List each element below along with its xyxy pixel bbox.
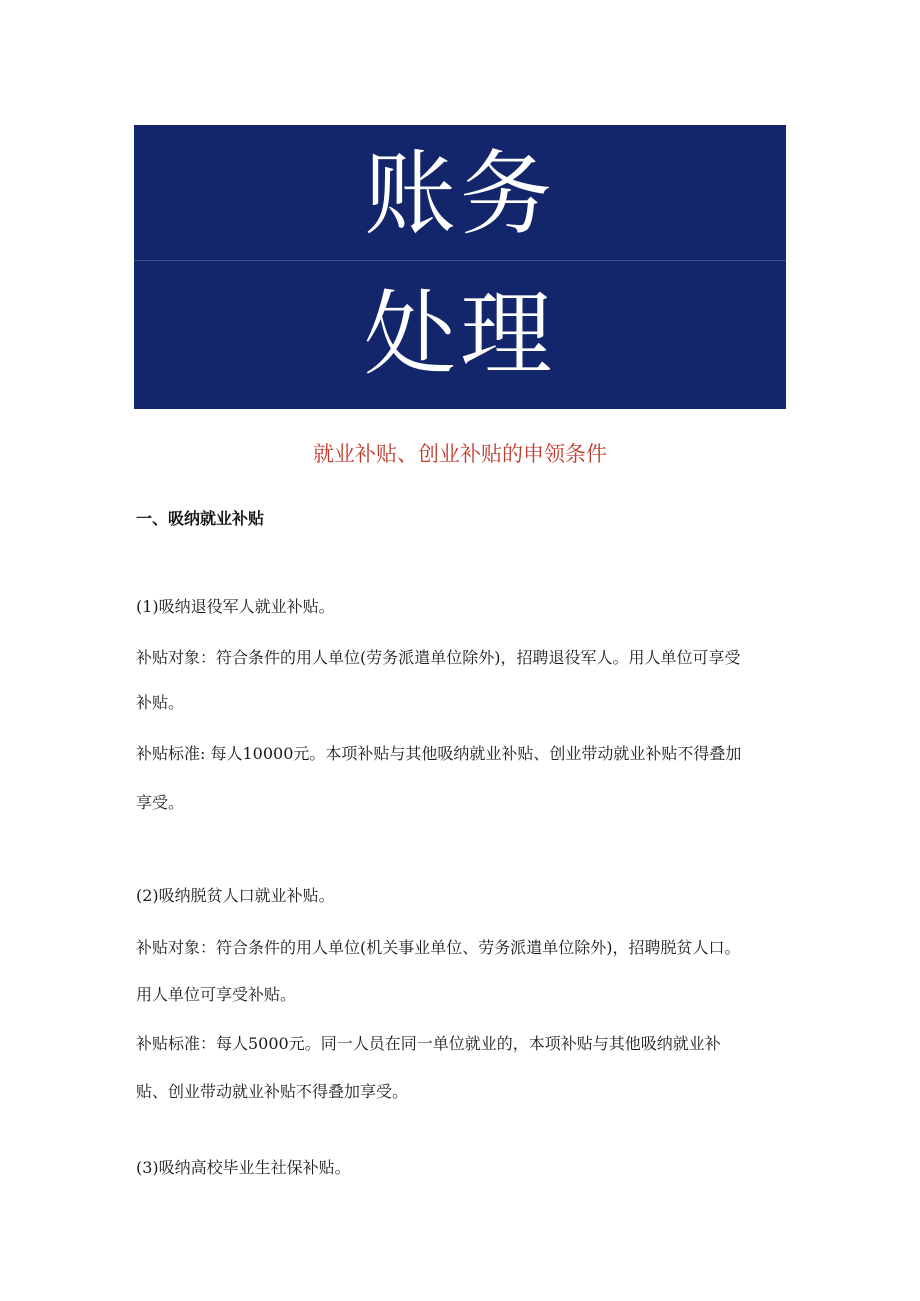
paragraph-line: 享受。 — [136, 793, 185, 812]
banner-divider — [134, 260, 786, 261]
paragraph-line: 补贴对象：符合条件的用人单位(机关事业单位、劳务派遣单位除外)，招聘脱贫人口。 — [136, 938, 741, 957]
banner-title-line1: 账务 — [363, 141, 556, 248]
item-heading: (1)吸纳退役军人就业补贴。 — [136, 597, 335, 616]
paragraph-line: 补贴标准：每人5000元。同一人员在同一单位就业的，本项补贴与其他吸纳就业补 — [136, 1034, 721, 1053]
item-heading: (3)吸纳高校毕业生社保补贴。 — [136, 1158, 351, 1177]
paragraph-line: 补贴对象：符合条件的用人单位(劳务派遣单位除外)，招聘退役军人。用人单位可享受 — [136, 648, 741, 667]
document-title: 就业补贴、创业补贴的申领条件 — [313, 442, 607, 466]
section-heading: 一、吸纳就业补贴 — [136, 509, 265, 528]
paragraph-line: 贴、创业带动就业补贴不得叠加享受。 — [136, 1082, 409, 1101]
item-heading: (2)吸纳脱贫人口就业补贴。 — [136, 886, 335, 905]
cover-banner — [134, 125, 786, 409]
paragraph-line: 用人单位可享受补贴。 — [136, 985, 297, 1004]
banner-title-line2: 处理 — [363, 281, 556, 388]
paragraph-line: 补贴。 — [136, 693, 185, 712]
paragraph-line: 补贴标准: 每人10000元。本项补贴与其他吸纳就业补贴、创业带动就业补贴不得叠加 — [136, 744, 742, 763]
